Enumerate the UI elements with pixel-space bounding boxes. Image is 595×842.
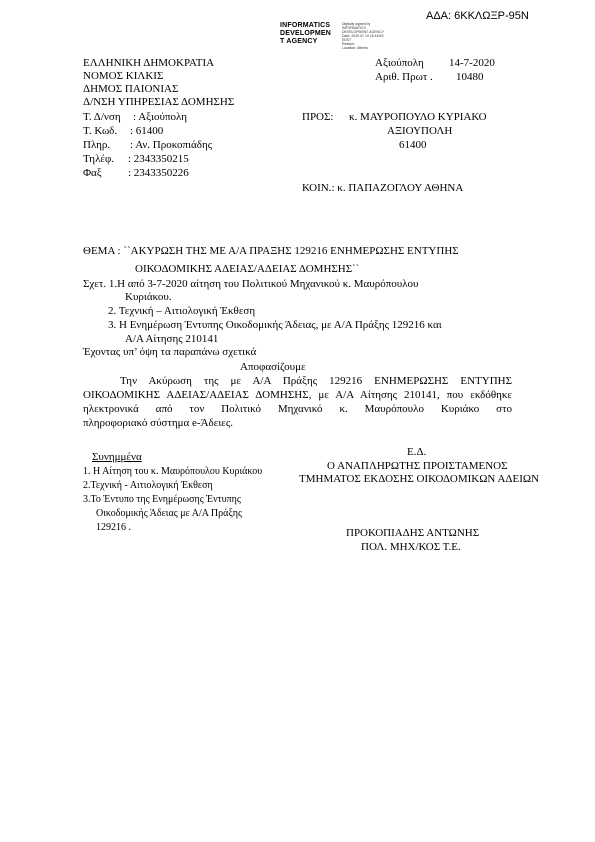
sender-line-1: ΕΛΛΗΝΙΚΗ ΔΗΜΟΚΡΑΤΙΑ <box>83 57 215 69</box>
sender-line-2: ΝΟΜΟΣ ΚΙΛΚΙΣ <box>83 70 164 82</box>
considering-line: Έχοντας υπ’ όψη τα παραπάνω σχετικά <box>83 346 257 358</box>
reference-2: 2. Τεχνική – Αιτιολογική Έκθεση <box>108 305 256 317</box>
attachment-3a: 3.Το Έντυπο της Ενημέρωσης Έντυπης <box>83 494 241 505</box>
reference-1a: Σχετ. 1.Η από 3-7-2020 αίτηση του Πολιτικού Μηχανικού κ. Μαυρόπουλου <box>83 278 419 290</box>
reference-1b: Κυριάκου. <box>125 291 172 303</box>
attachment-3c: 129216 . <box>96 522 131 533</box>
signature-title: ΠΟΛ. ΜΗΧ/ΚΟΣ Τ.Ε. <box>361 541 461 553</box>
signature-name: ΠΡΟΚΟΠΙΑΔΗΣ ΑΝΤΩΝΗΣ <box>346 527 480 539</box>
body-line-1: Την Ακύρωση της με Α/Α Πράξης 129216 ΕΝΗΜΕΡΩΣΗΣ ΕΝΤΥΠΗΣ <box>120 375 512 387</box>
stamp-line-3: T AGENCY <box>280 38 318 45</box>
zip-value: : 61400 <box>130 125 164 137</box>
attachment-2: 2.Τεχνική - Αιτιολογική Έκθεση <box>83 480 213 491</box>
address-label: Τ. Δ/νση <box>83 111 121 123</box>
stamp-line-1: INFORMATICS <box>280 22 331 29</box>
ada-code: ΑΔΑ: 6ΚΚΛΩΞΡ-95Ν <box>426 10 529 22</box>
signature-role-2: ΤΜΗΜΑΤΟΣ ΕΚΔΟΣΗΣ ΟΙΚΟΔΟΜΙΚΩΝ ΑΔΕΙΩΝ <box>299 473 540 485</box>
body-line-2: ΟΙΚΟΔΟΜΙΚΗΣ ΑΔΕΙΑΣ/ΑΔΕΙΑΣ ΔΟΜΗΣΗΣ, με Α/Α Αίτησης 210141, που εκδόθηκε <box>83 389 512 401</box>
info-value: : Αν. Προκοπιάδης <box>130 139 213 151</box>
attachment-3b: Οικοδομικής Άδειας με Α/Α Πράξης <box>96 508 242 519</box>
body-line-3: ηλεκτρονικά από τον Πολιτικό Μηχανικό κ. Μαυρόπουλο Κυριάκο στο <box>83 403 512 415</box>
subject-line-1: ΘΕΜΑ : ``ΑΚΥΡΩΣΗ ΤΗΣ ΜΕ Α/Α ΠΡΑΞΗΣ 129216 ΕΝΗΜΕΡΩΣΗΣ ΕΝΤΥΠΗΣ <box>83 245 459 257</box>
zip-label: Τ. Κωδ. <box>83 125 118 137</box>
stamp-line-2: DEVELOPMEN <box>280 30 332 37</box>
fax-label: Φαξ <box>83 167 102 179</box>
place: Αξιούπολη <box>375 57 424 69</box>
recipient-zip: 61400 <box>399 139 427 151</box>
fax-value: : 2343350226 <box>128 167 189 179</box>
protocol-label: Αριθ. Πρωτ . <box>375 71 433 83</box>
subject-line-2: ΟΙΚΟΔΟΜΙΚΗΣ ΑΔΕΙΑΣ/ΑΔΕΙΑΣ ΔΟΜΗΣΗΣ`` <box>135 263 360 275</box>
signature-role-1: Ο ΑΝΑΠΛΗΡΩΤΗΣ ΠΡΟΙΣΤΑΜΕΝΟΣ <box>327 460 508 472</box>
signature-ed: Ε.Δ. <box>407 446 427 458</box>
stamp-fine-print: Digitally signed by INFORMATICS DEVELOPMENT AGENCY Date: 2020.07.14 15:18:59 EEST Reason: Location: Athens <box>342 22 384 50</box>
sender-line-4: Δ/ΝΣΗ ΥΠΗΡΕΣΙΑΣ ΔΟΜΗΣΗΣ <box>83 96 235 108</box>
reference-3b: Α/Α Αίτησης 210141 <box>125 333 219 345</box>
address-value: : Αξιούπολη <box>133 111 187 123</box>
info-label: Πληρ. <box>83 139 111 151</box>
recipient-city: ΑΞΙΟΥΠΟΛΗ <box>387 125 453 137</box>
tel-value: : 2343350215 <box>128 153 189 165</box>
attachment-1: 1. Η Αίτηση του κ. Μαυρόπουλου Κυριάκου <box>83 466 263 477</box>
tel-label: Τηλέφ. <box>83 153 115 165</box>
date: 14-7-2020 <box>449 57 495 69</box>
recipient-name: κ. ΜΑΥΡΟΠΟΥΛΟ ΚΥΡΙΑΚΟ <box>349 111 487 123</box>
protocol-number: 10480 <box>456 71 484 83</box>
decide-heading: Αποφασίζουμε <box>240 361 306 373</box>
to-label: ΠΡΟΣ: <box>302 111 334 123</box>
attachments-title: Συνημμένα <box>92 451 142 463</box>
digital-signature-stamp <box>280 22 400 52</box>
reference-3a: 3. Η Ενημέρωση Έντυπης Οικοδομικής Άδειας, με Α/Α Πράξης 129216 και <box>108 319 442 331</box>
cc-line: ΚΟΙΝ.: κ. ΠΑΠΑΖΟΓΛΟΥ ΑΘΗΝΑ <box>302 182 464 194</box>
body-line-4: πληροφοριακό σύστημα e-Άδειες. <box>83 417 234 429</box>
sender-line-3: ΔΗΜΟΣ ΠΑΙΟΝΙΑΣ <box>83 83 179 95</box>
